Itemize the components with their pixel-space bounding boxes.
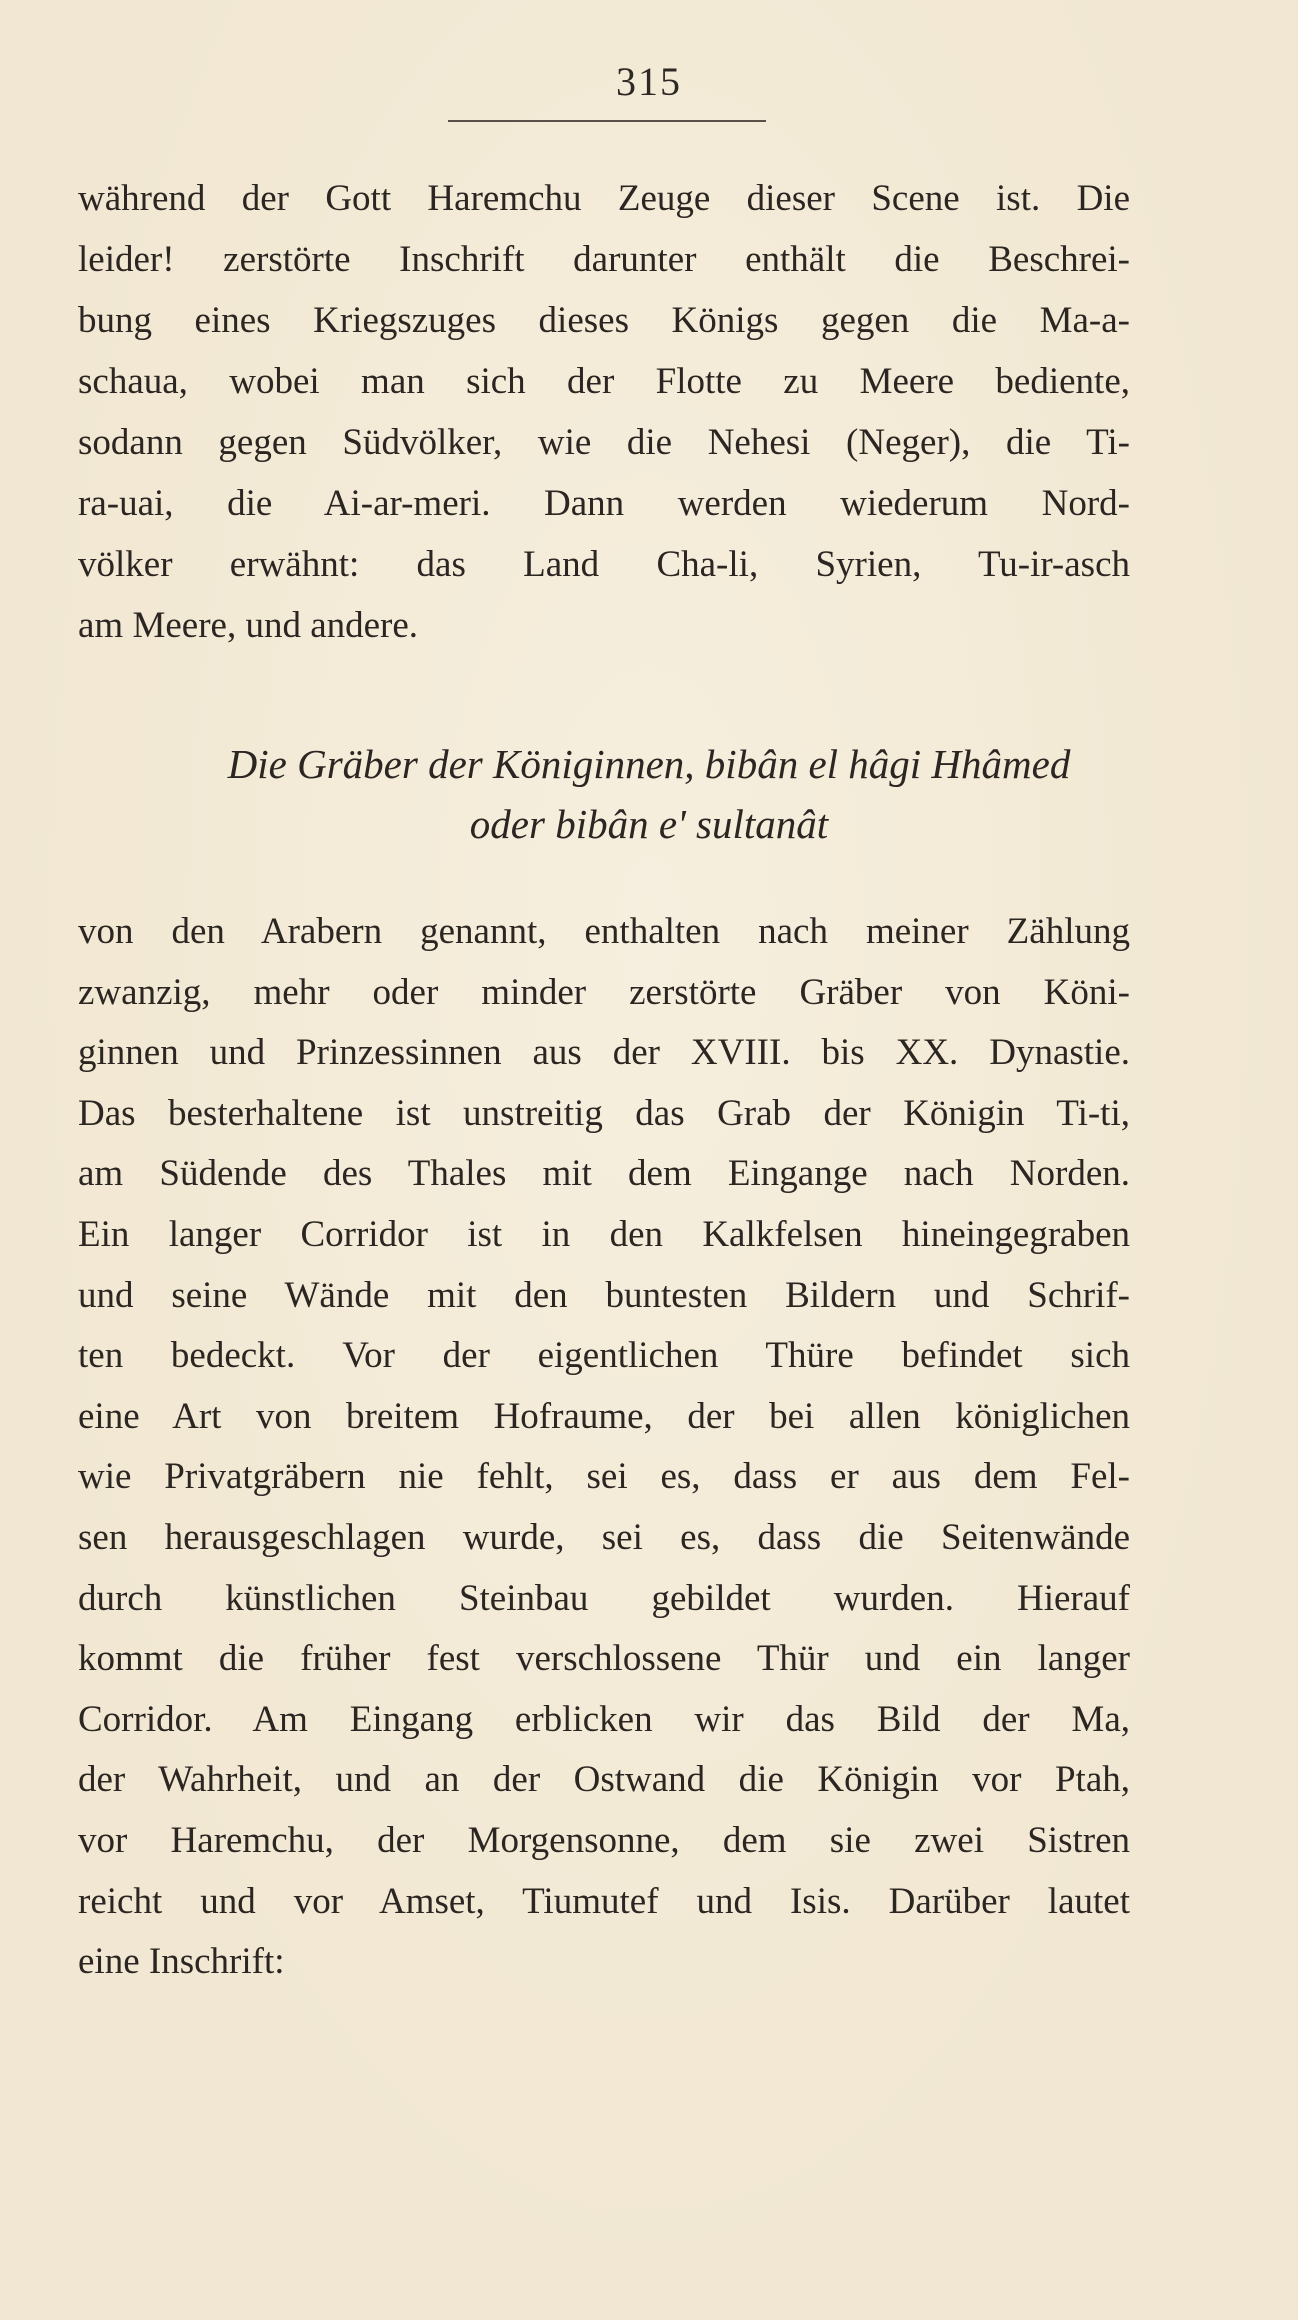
text-line: von den Arabern genannt, enthalten nach meiner Zählung	[78, 911, 1130, 952]
text-line: sodann gegen Südvölker, wie die Nehesi (Neger), die Ti-	[78, 422, 1130, 463]
text-line: Corridor. Am Eingang erblicken wir das Bild der Ma,	[78, 1698, 1130, 1740]
text-line: ra-uai, die Ai-ar-meri. Dann werden wiederum Nord-	[78, 483, 1130, 524]
section-heading-line-2: oder bibân e' sultanât	[469, 801, 829, 847]
text-line: am Meere, und andere.	[78, 605, 419, 646]
text-line: schaua, wobei man sich der Flotte zu Meere bediente,	[78, 361, 1130, 402]
text-line: bung eines Kriegszuges dieses Königs gegen die Ma-a-	[78, 300, 1130, 341]
text-line: kommt die früher fest verschlossene Thür und ein langer	[78, 1638, 1130, 1680]
text-line: durch künstlichen Steinbau gebildet wurden. Hierauf	[78, 1577, 1130, 1619]
text-line: eine Art von breitem Hofraume, der bei allen königlichen	[78, 1395, 1130, 1437]
text-line: während der Gott Haremchu Zeuge dieser Scene ist. Die	[78, 178, 1130, 219]
text-line: vor Haremchu, der Morgensonne, dem sie zwei Sistren	[78, 1819, 1130, 1861]
text-line: ten bedeckt. Vor der eigentlichen Thüre befindet sich	[78, 1335, 1130, 1377]
text-line: und seine Wände mit den buntesten Bildern und Schrif-	[78, 1274, 1130, 1316]
text-line: sen herausgeschlagen wurde, sei es, dass die Seitenwände	[78, 1516, 1130, 1558]
text-line: am Südende des Thales mit dem Eingange nach Norden.	[78, 1153, 1130, 1195]
text-line: zwanzig, mehr oder minder zerstörte Gräber von Köni-	[78, 971, 1130, 1013]
text-line: reicht und vor Amset, Tiumutef und Isis. Darüber lautet	[78, 1880, 1130, 1922]
page-number: 315	[616, 59, 682, 104]
text-line: völker erwähnt: das Land Cha-li, Syrien, Tu-ir-asch	[78, 544, 1130, 585]
section-heading-line-1: Die Gräber der Königinnen, bibân el hâgi Hhâmed	[227, 741, 1071, 787]
text-line: Ein langer Corridor ist in den Kalkfelsen hineingegraben	[78, 1213, 1130, 1255]
paragraph-2	[78, 902, 1130, 1993]
text-line: leider! zerstörte Inschrift darunter enthält die Beschrei-	[78, 239, 1130, 280]
text-line: eine Inschrift:	[78, 1941, 285, 1983]
text-line: wie Privatgräbern nie fehlt, sei es, dass er aus dem Fel-	[78, 1456, 1130, 1498]
paragraph-1	[78, 168, 1130, 656]
text-line: ginnen und Prinzessinnen aus der XVIII. bis XX. Dynastie.	[78, 1032, 1130, 1074]
text-line: der Wahrheit, und an der Ostwand die Königin vor Ptah,	[78, 1759, 1130, 1801]
text-line: Das besterhaltene ist unstreitig das Grab der Königin Ti-ti,	[78, 1092, 1130, 1134]
header-rule	[448, 120, 766, 122]
